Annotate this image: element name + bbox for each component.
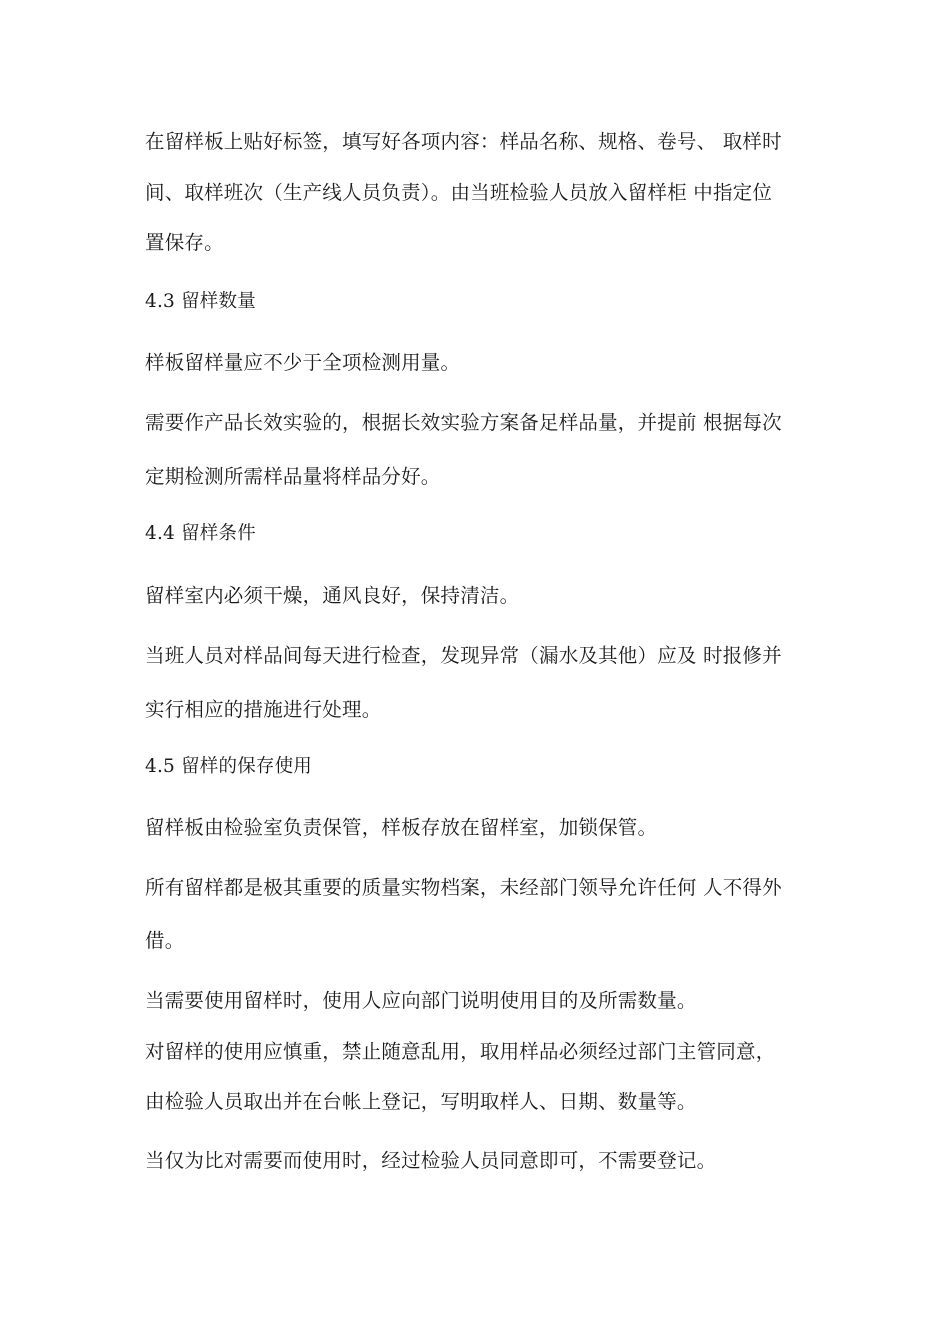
section-heading-4-3: 4.3 留样数量 [145,291,256,312]
paragraph-line: 需要作产品长效实验的，根据长效实验方案备足样品量，并提前 根据每次 [145,411,782,434]
paragraph-line: 样板留样量应不少于全项检测用量。 [145,351,461,374]
section-heading-4-4: 4.4 留样条件 [145,523,256,544]
paragraph-line: 间、取样班次（生产线人员负责）。由当班检验人员放入留样柜 中指定位 [145,181,773,204]
paragraph-line: 在留样板上贴好标签，填写好各项内容：样品名称、规格、卷号、 取样时 [145,130,782,153]
paragraph-line: 当仅为比对需要而使用时，经过检验人员同意即可，不需要登记。 [145,1149,717,1172]
section-heading-4-5: 4.5 留样的保存使用 [145,756,313,777]
paragraph-line: 定期检测所需样品量将样品分好。 [145,465,441,488]
paragraph-line: 所有留样都是极其重要的质量实物档案，未经部门领导允许任何 人不得外 [145,876,782,899]
paragraph-line: 由检验人员取出并在台帐上登记，写明取样人、日期、数量等。 [145,1090,697,1113]
paragraph-line: 对留样的使用应慎重，禁止随意乱用，取用样品必须经过部门主管同意， [145,1040,776,1063]
paragraph-line: 实行相应的措施进行处理。 [145,698,382,721]
paragraph-line: 置保存。 [145,231,224,254]
paragraph-line: 留样室内必须干燥，通风良好，保持清洁。 [145,584,520,607]
paragraph-line: 借。 [145,929,185,952]
paragraph-line: 当需要使用留样时，使用人应向部门说明使用目的及所需数量。 [145,989,697,1012]
paragraph-line: 留样板由检验室负责保管，样板存放在留样室，加锁保管。 [145,816,658,839]
paragraph-line: 当班人员对样品间每天进行检查，发现异常（漏水及其他）应及 时报修并 [145,644,782,667]
